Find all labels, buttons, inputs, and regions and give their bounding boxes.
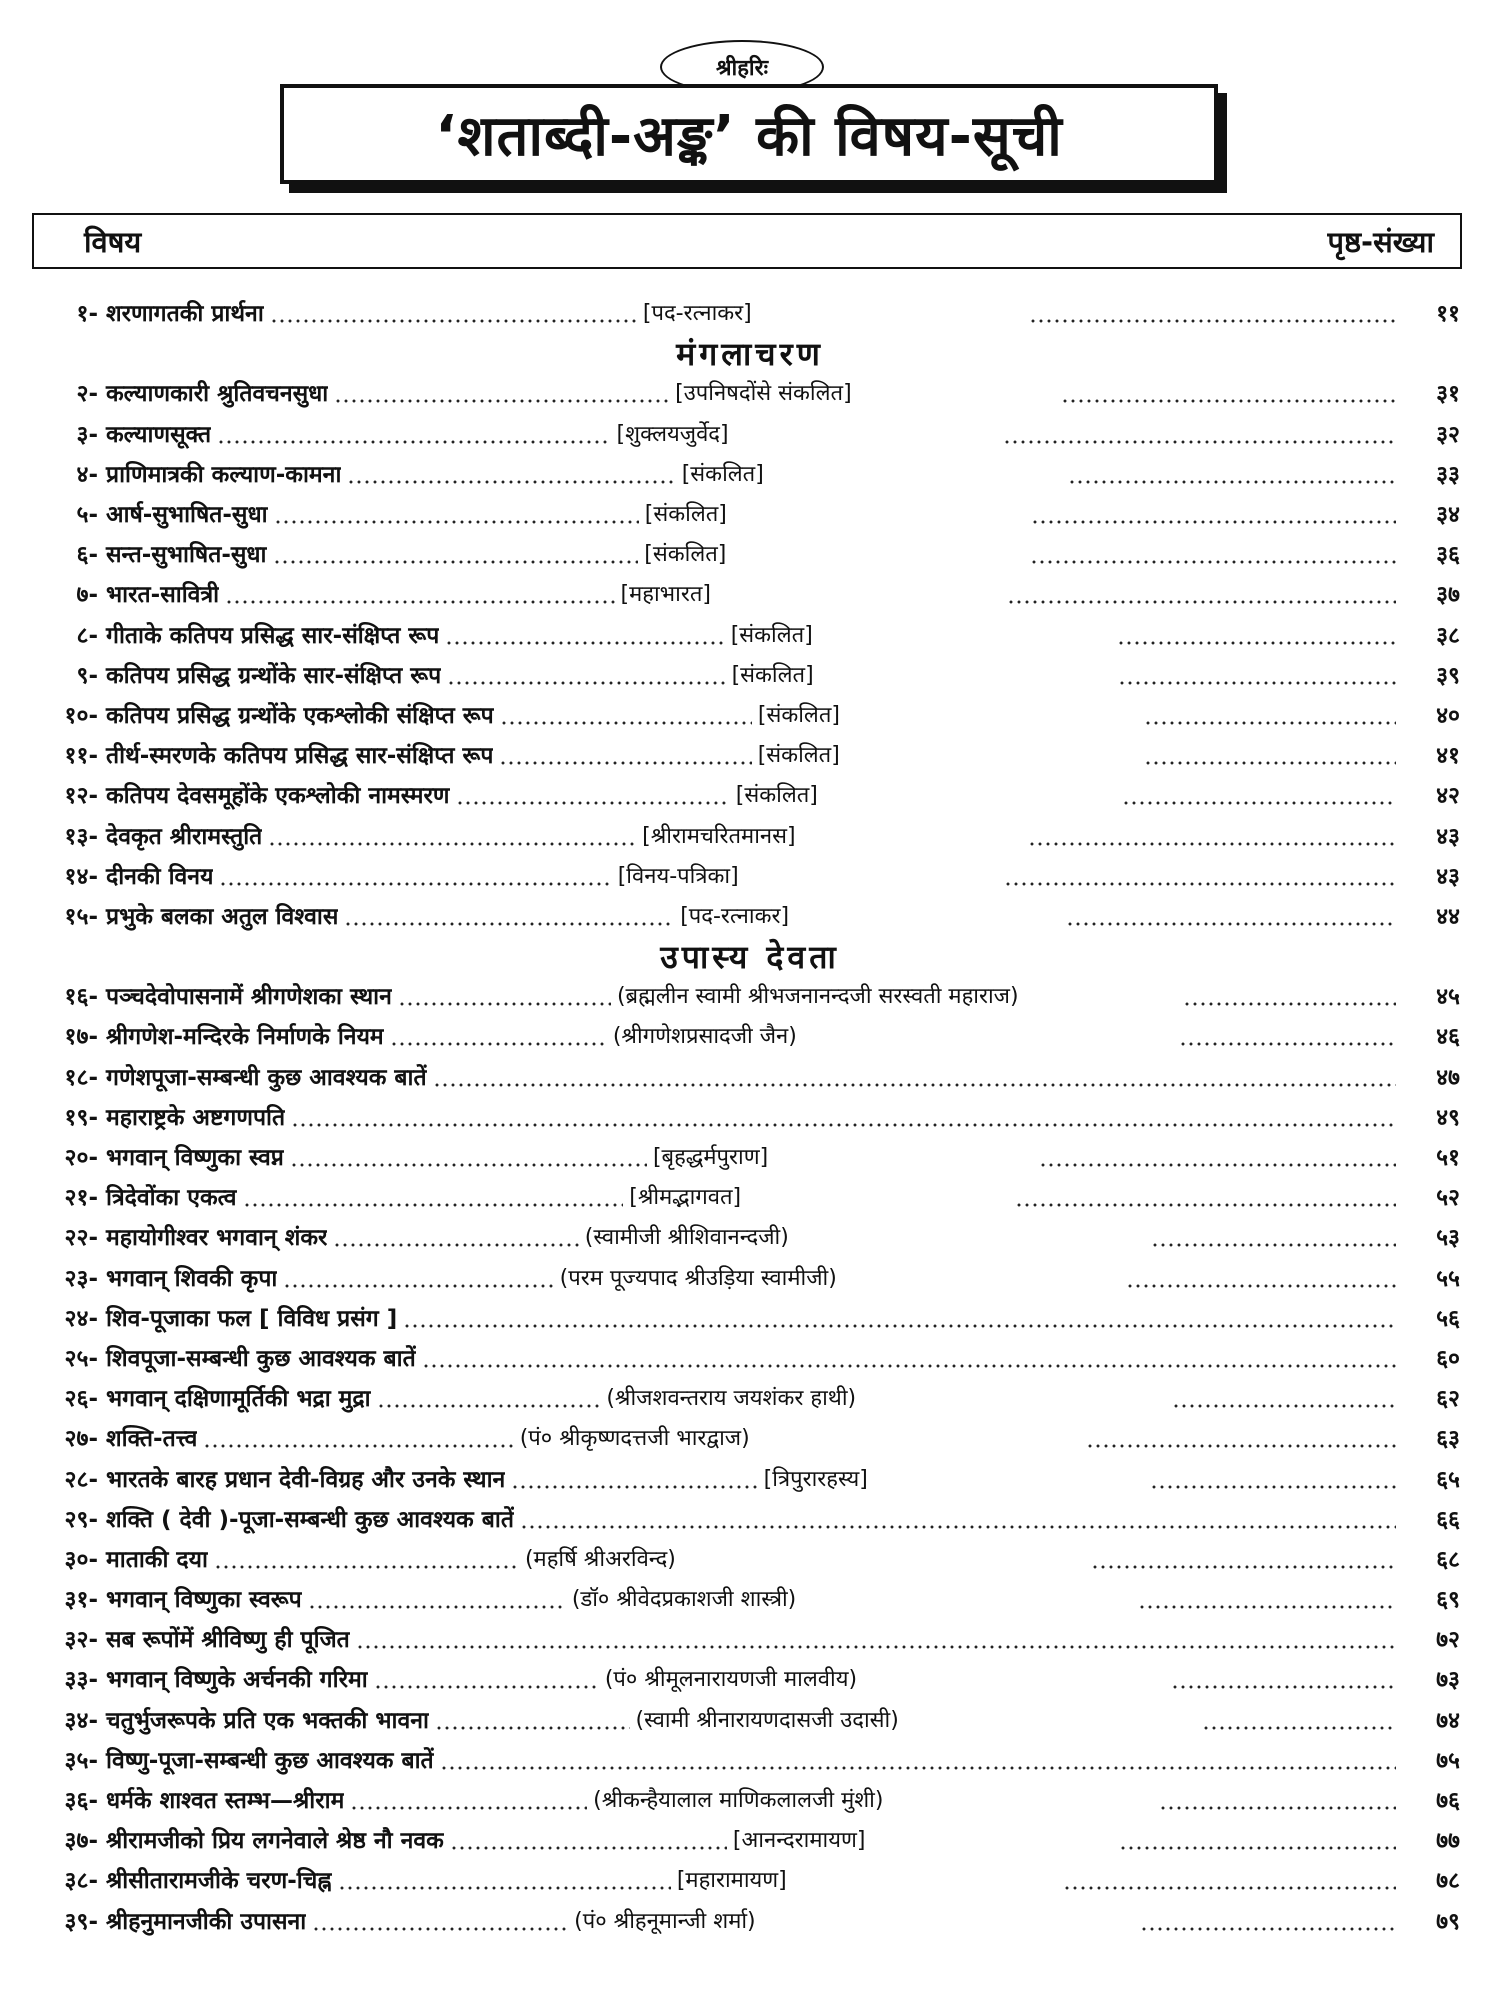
- leader-dots: [1028, 841, 1396, 847]
- leader-dots: [1126, 1283, 1396, 1289]
- toc-entry-source: (पं० श्रीहनूमान्जी शर्मा): [574, 1908, 756, 1934]
- toc-entry-number: २३-: [64, 1265, 98, 1292]
- toc-entry-page: ४९: [1436, 1104, 1460, 1131]
- toc-row[interactable]: [40, 1178, 1460, 1218]
- leader-dots: [1091, 1564, 1396, 1570]
- toc-entry-page: ४४: [1436, 903, 1461, 930]
- toc-entry-title: श्रीरामजीको प्रिय लगनेवाले श्रेष्ठ नौ नवक: [106, 1828, 444, 1855]
- toc-row[interactable]: [40, 374, 1460, 414]
- toc-entry-title: महाराष्ट्रके अष्टगणपति: [106, 1104, 286, 1131]
- toc-entry-number: १५-: [64, 903, 98, 930]
- toc-entry-source: [संकलित]: [681, 461, 764, 487]
- toc-entry-title: सन्त-सुभाषित-सुधा: [106, 542, 267, 569]
- toc-entry-source: (श्रीकन्हैयालाल माणिकलालजी मुंशी): [593, 1788, 884, 1814]
- toc-entry-title: कल्याणसूक्त: [106, 421, 212, 448]
- toc-entry-title: गीताके कतिपय प्रसिद्ध सार-संक्षिप्त रूप: [106, 622, 440, 649]
- toc-row[interactable]: [40, 897, 1460, 937]
- toc-entry-page: ४१: [1436, 743, 1460, 770]
- leader-dots: [450, 1845, 727, 1851]
- page-title-box: [280, 84, 1218, 184]
- toc-row[interactable]: [40, 1419, 1460, 1459]
- toc-row[interactable]: [40, 1580, 1460, 1620]
- leader-dots: [511, 1484, 757, 1490]
- toc-row[interactable]: [40, 1781, 1460, 1821]
- leader-dots: [1150, 1484, 1396, 1490]
- leader-dots: [1144, 760, 1396, 766]
- toc-entry-title: भगवान् शिवकी कृपा: [106, 1265, 278, 1292]
- toc-entry-number: ७-: [76, 582, 98, 609]
- toc-entry-page: ३१: [1436, 381, 1461, 408]
- toc-row[interactable]: [40, 1218, 1460, 1258]
- section-heading: उपास्य देवता: [660, 938, 840, 976]
- leader-dots: [433, 1082, 1396, 1088]
- toc-entry-page: ६८: [1436, 1546, 1461, 1573]
- toc-entry-number: १२-: [64, 783, 98, 810]
- leader-dots: [1172, 1403, 1396, 1409]
- toc-entry-number: १८-: [64, 1064, 98, 1091]
- toc-entry-title: देवकृत श्रीरामस्तुति: [106, 823, 263, 850]
- toc-entry-number: १९-: [64, 1104, 98, 1131]
- toc-row[interactable]: [40, 1741, 1460, 1781]
- toc-row[interactable]: [40, 1259, 1460, 1299]
- toc-entry-source: [पद-रत्नाकर]: [642, 301, 752, 327]
- toc-row[interactable]: [40, 1379, 1460, 1419]
- toc-entry-source: [आनन्दरामायण]: [732, 1828, 866, 1854]
- leader-dots: [1004, 881, 1396, 887]
- toc-entry-source: [संकलित]: [644, 502, 727, 528]
- leader-dots: [447, 680, 725, 686]
- leader-dots: [403, 1323, 1396, 1329]
- toc-entry-page: ५६: [1436, 1305, 1460, 1332]
- leader-dots: [350, 1805, 587, 1811]
- toc-entry-page: ३६: [1436, 542, 1460, 569]
- toc-entry-source: [बृहद्धर्मपुराण]: [652, 1145, 769, 1171]
- toc-entry-page: ५२: [1436, 1185, 1461, 1212]
- toc-entry-title: श्रीहनुमानजीकी उपासना: [106, 1908, 307, 1935]
- column-header-subject: विषय: [84, 224, 142, 259]
- toc-entry-title: कतिपय देवसमूहोंके एकश्लोकी नामस्मरण: [106, 783, 450, 810]
- toc-row[interactable]: [40, 616, 1460, 656]
- toc-entry-title: शरणागतकी प्रार्थना: [106, 301, 264, 328]
- toc-entry-page: ७३: [1436, 1667, 1460, 1694]
- leader-dots: [273, 559, 639, 565]
- toc-entry-number: ३८-: [64, 1868, 98, 1895]
- toc-entry-title: भारत-सावित्री: [106, 582, 220, 609]
- toc-entry-number: २५-: [64, 1345, 98, 1372]
- toc-entry-source: [श्रीमद्भागवत]: [629, 1185, 742, 1211]
- toc-row[interactable]: [40, 1861, 1460, 1901]
- toc-entry-number: ३४-: [64, 1707, 98, 1734]
- toc-row[interactable]: [40, 1299, 1460, 1339]
- toc-entry-source: (श्रीजशवन्तराय जयशंकर हाथी): [606, 1386, 857, 1412]
- toc-entry-title: तीर्थ-स्मरणके कतिपय प्रसिद्ध सार-संक्षिप्त रूप: [106, 743, 494, 770]
- leader-dots: [520, 1524, 1396, 1530]
- toc-entry-number: १०-: [64, 702, 98, 729]
- leader-dots: [1144, 720, 1396, 726]
- toc-entry-page: ५५: [1436, 1265, 1460, 1292]
- toc-row[interactable]: [40, 455, 1460, 495]
- toc-entry-page: ३९: [1436, 662, 1460, 689]
- toc-entry-number: २८-: [64, 1466, 98, 1493]
- leader-dots: [374, 1684, 599, 1690]
- toc-entry-page: ४५: [1436, 984, 1460, 1011]
- leader-dots: [390, 1041, 607, 1047]
- toc-entry-source: (पं० श्रीकृष्णदत्तजी भारद्वाज): [519, 1426, 750, 1452]
- toc-entry-title: दीनकी विनय: [106, 863, 214, 890]
- toc-row[interactable]: [40, 1017, 1460, 1057]
- toc-entry-source: (स्वामीजी श्रीशिवानन्दजी): [584, 1225, 789, 1251]
- toc-entry-title: महायोगीश्वर भगवान् शंकर: [106, 1225, 328, 1252]
- leader-dots: [217, 439, 610, 445]
- toc-entry-page: ७६: [1436, 1788, 1460, 1815]
- toc-entry-number: १७-: [64, 1024, 98, 1051]
- leader-dots: [1183, 1001, 1396, 1007]
- toc-entry-number: १-: [76, 301, 98, 328]
- leader-dots: [308, 1604, 566, 1610]
- toc-entry-source: [श्रीरामचरितमानस]: [642, 823, 796, 849]
- toc-entry-title: धर्मके शाश्वत स्तम्भ—श्रीराम: [106, 1788, 345, 1815]
- leader-dots: [344, 921, 674, 927]
- leader-dots: [1118, 680, 1396, 686]
- leader-dots: [377, 1403, 601, 1409]
- toc-row[interactable]: [40, 1902, 1460, 1942]
- toc-entry-number: ३२-: [64, 1627, 98, 1654]
- table-of-contents: [40, 294, 1460, 1942]
- toc-row[interactable]: [40, 294, 1460, 334]
- toc-entry-title: माताकी दया: [106, 1546, 208, 1573]
- leader-dots: [1151, 1242, 1396, 1248]
- toc-entry-source: [महारामायण]: [676, 1868, 787, 1894]
- toc-entry-title: शक्ति ( देवी )-पूजा-सम्बन्धी कुछ आवश्यक बातें: [106, 1506, 514, 1533]
- page-title: ‘शताब्दी-अङ्क’ की विषय-सूची: [435, 104, 1063, 169]
- toc-entry-title: आर्ष-सुभाषित-सुधा: [106, 502, 268, 529]
- leader-dots: [1031, 519, 1396, 525]
- toc-entry-title: शिवपूजा-सम्बन्धी कुछ आवश्यक बातें: [106, 1345, 416, 1372]
- toc-entry-number: ४-: [76, 461, 98, 488]
- toc-entry-number: ३५-: [64, 1747, 98, 1774]
- toc-entry-page: ७२: [1436, 1627, 1460, 1654]
- toc-entry-page: ६५: [1436, 1466, 1461, 1493]
- toc-entry-page: ६६: [1436, 1506, 1460, 1533]
- leader-dots: [1061, 398, 1396, 404]
- toc-row[interactable]: [40, 776, 1460, 816]
- toc-entry-number: ३-: [76, 421, 98, 448]
- toc-entry-title: प्रभुके बलका अतुल विश्वास: [106, 903, 339, 930]
- toc-entry-page: ४६: [1436, 1024, 1461, 1051]
- toc-row[interactable]: [40, 1138, 1460, 1178]
- toc-entry-page: ७७: [1436, 1828, 1460, 1855]
- toc-entry-source: (ब्रह्मलीन स्वामी श्रीभजनानन्दजी सरस्वती महाराज): [616, 984, 1019, 1010]
- toc-entry-number: १४-: [64, 863, 98, 890]
- leader-dots: [214, 1564, 519, 1570]
- toc-entry-source: [महाभारत]: [620, 582, 711, 608]
- toc-entry-page: ६२: [1436, 1386, 1461, 1413]
- toc-row[interactable]: [40, 736, 1460, 776]
- toc-entry-source: [संकलित]: [644, 542, 727, 568]
- toc-entry-title: भगवान् विष्णुका स्वप्न: [106, 1145, 284, 1172]
- leader-dots: [347, 479, 675, 485]
- toc-row[interactable]: [40, 1339, 1460, 1379]
- leader-dots: [243, 1202, 624, 1208]
- toc-entry-title: भगवान् दक्षिणामूर्तिकी भद्रा मुद्रा: [106, 1386, 371, 1413]
- leader-dots: [1171, 1684, 1396, 1690]
- toc-entry-source: (महर्षि श्रीअरविन्द): [524, 1546, 676, 1572]
- toc-entry-page: ३७: [1436, 582, 1460, 609]
- toc-entry-number: ५-: [76, 502, 98, 529]
- leader-dots: [500, 720, 752, 726]
- toc-entry-number: २१-: [64, 1185, 98, 1212]
- leader-dots: [333, 1242, 578, 1248]
- leader-dots: [225, 599, 614, 605]
- toc-entry-title: भगवान् विष्णुका स्वरूप: [106, 1587, 302, 1614]
- toc-entry-title: श्रीगणेश-मन्दिरके निर्माणके नियम: [106, 1024, 384, 1051]
- toc-entry-title: कतिपय प्रसिद्ध ग्रन्थोंके सार-संक्षिप्त रूप: [106, 662, 442, 689]
- toc-row[interactable]: [40, 1620, 1460, 1660]
- toc-row[interactable]: [40, 977, 1460, 1017]
- toc-row[interactable]: [40, 1058, 1460, 1098]
- toc-row[interactable]: [40, 1459, 1460, 1499]
- leader-dots: [1015, 1202, 1396, 1208]
- leader-dots: [1159, 1805, 1396, 1811]
- toc-entry-page: ४३: [1436, 823, 1461, 850]
- leader-dots: [356, 1644, 1396, 1650]
- leader-dots: [1066, 921, 1396, 927]
- leader-dots: [398, 1001, 611, 1007]
- toc-entry-number: २६-: [64, 1386, 98, 1413]
- toc-entry-number: ९-: [76, 662, 98, 689]
- toc-entry-title: भारतके बारह प्रधान देवी-विग्रह और उनके स्थान: [106, 1466, 506, 1493]
- toc-entry-page: ११: [1436, 301, 1461, 328]
- toc-entry-title: श्रीसीतारामजीके चरण-चिह्न: [106, 1868, 332, 1895]
- toc-entry-title: विष्णु-पूजा-सम्बन्धी कुछ आवश्यक बातें: [106, 1747, 434, 1774]
- toc-entry-title: कतिपय प्रसिद्ध ग्रन्थोंके एकश्लोकी संक्षिप्त रूप: [106, 702, 494, 729]
- toc-entry-number: ३६-: [64, 1788, 98, 1815]
- toc-entry-page: ७८: [1436, 1868, 1460, 1895]
- leader-dots: [268, 841, 636, 847]
- toc-row[interactable]: [40, 857, 1460, 897]
- toc-entry-title: त्रिदेवोंका एकत्व: [106, 1185, 237, 1212]
- toc-row[interactable]: [40, 1098, 1460, 1138]
- leader-dots: [219, 881, 611, 887]
- leader-dots: [274, 519, 639, 525]
- toc-entry-source: [उपनिषदोंसे संकलित]: [675, 381, 852, 407]
- leader-dots: [499, 760, 751, 766]
- toc-entry-page: ४०: [1436, 702, 1461, 729]
- toc-entry-number: २९-: [64, 1506, 98, 1533]
- leader-dots: [312, 1926, 568, 1932]
- toc-entry-number: ३०-: [64, 1546, 98, 1573]
- toc-row[interactable]: [40, 656, 1460, 696]
- leader-dots: [1086, 1443, 1396, 1449]
- leader-dots: [1202, 1725, 1397, 1731]
- toc-entry-source: (स्वामी श्रीनारायणदासजी उदासी): [635, 1707, 899, 1733]
- leader-dots: [1140, 1926, 1396, 1932]
- toc-entry-number: ११-: [64, 743, 98, 770]
- leader-dots: [1068, 479, 1396, 485]
- toc-row[interactable]: [40, 1701, 1460, 1741]
- leader-dots: [1039, 1162, 1396, 1168]
- toc-row[interactable]: [40, 415, 1460, 455]
- toc-entry-page: ४३: [1436, 863, 1461, 890]
- toc-entry-source: (पं० श्रीमूलनारायणजी मालवीय): [604, 1667, 858, 1693]
- toc-entry-page: ४२: [1436, 783, 1461, 810]
- toc-entry-page: ७४: [1436, 1707, 1461, 1734]
- toc-entry-number: ३७-: [64, 1828, 98, 1855]
- toc-entry-number: २०-: [64, 1145, 98, 1172]
- column-header-bar: [32, 213, 1462, 269]
- toc-row[interactable]: [40, 535, 1460, 575]
- toc-entry-title: गणेशपूजा-सम्बन्धी कुछ आवश्यक बातें: [106, 1064, 427, 1091]
- toc-row[interactable]: [40, 575, 1460, 615]
- toc-entry-source: [संकलित]: [735, 783, 818, 809]
- toc-entry-page: ५३: [1436, 1225, 1461, 1252]
- toc-entry-page: ६०: [1436, 1345, 1460, 1372]
- toc-entry-number: २४-: [64, 1305, 98, 1332]
- toc-entry-source: (श्रीगणेशप्रसादजी जैन): [612, 1024, 797, 1050]
- leader-dots: [1003, 439, 1396, 445]
- toc-entry-title: प्राणिमात्रकी कल्याण-कामना: [106, 461, 342, 488]
- toc-entry-source: [त्रिपुरारहस्य]: [763, 1466, 868, 1492]
- toc-entry-number: २२-: [64, 1225, 98, 1252]
- toc-row[interactable]: [40, 1660, 1460, 1700]
- toc-row[interactable]: [40, 696, 1460, 736]
- toc-entry-number: ३९-: [64, 1908, 98, 1935]
- toc-entry-number: ३१-: [64, 1587, 98, 1614]
- leader-dots: [456, 800, 730, 806]
- toc-row[interactable]: [40, 495, 1460, 535]
- toc-row[interactable]: [40, 1500, 1460, 1540]
- leader-dots: [422, 1363, 1396, 1369]
- toc-entry-page: ३३: [1436, 461, 1461, 488]
- toc-entry-source: [शुक्लयजुर्वेद]: [616, 421, 729, 447]
- toc-entry-page: ५१: [1436, 1145, 1460, 1172]
- toc-row[interactable]: [40, 1821, 1460, 1861]
- toc-entry-page: ४७: [1436, 1064, 1460, 1091]
- leader-dots: [1007, 599, 1396, 605]
- toc-entry-title: कल्याणकारी श्रुतिवचनसुधा: [106, 381, 329, 408]
- toc-entry-number: ३३-: [64, 1667, 98, 1694]
- leader-dots: [1122, 800, 1396, 806]
- leader-dots: [291, 1122, 1396, 1128]
- toc-entry-title: पञ्चदेवोपासनामें श्रीगणेशका स्थान: [106, 984, 392, 1011]
- leader-dots: [435, 1725, 630, 1731]
- leader-dots: [1117, 640, 1396, 646]
- toc-entry-source: [संकलित]: [731, 662, 814, 688]
- toc-entry-title: चतुर्भुजरूपके प्रति एक भक्तकी भावना: [106, 1707, 429, 1734]
- toc-entry-page: ६३: [1436, 1426, 1461, 1453]
- leader-dots: [334, 398, 669, 404]
- toc-entry-page: ७५: [1436, 1747, 1460, 1774]
- leader-dots: [283, 1283, 553, 1289]
- toc-entry-number: ६-: [76, 542, 98, 569]
- toc-entry-source: (परम पूज्यपाद श्रीउड़िया स्वामीजी): [559, 1265, 837, 1291]
- section-heading: मंगलाचरण: [676, 335, 824, 374]
- leader-dots: [1179, 1041, 1396, 1047]
- leader-dots: [1029, 318, 1396, 324]
- toc-entry-number: १३-: [64, 823, 98, 850]
- leader-dots: [440, 1765, 1396, 1771]
- toc-entry-title: भगवान् विष्णुके अर्चनकी गरिमा: [106, 1667, 368, 1694]
- toc-entry-number: २७-: [64, 1426, 98, 1453]
- toc-entry-source: [संकलित]: [757, 743, 840, 769]
- toc-entry-page: ३८: [1436, 622, 1461, 649]
- toc-entry-title: शक्ति-तत्त्व: [106, 1426, 198, 1453]
- toc-entry-source: (डॉ० श्रीवेदप्रकाशजी शास्त्री): [571, 1587, 797, 1613]
- toc-row[interactable]: [40, 1540, 1460, 1580]
- toc-entry-source: [पद-रत्नाकर]: [680, 903, 790, 929]
- leader-dots: [1119, 1845, 1396, 1851]
- toc-entry-page: ३२: [1436, 421, 1460, 448]
- leader-dots: [270, 318, 637, 324]
- toc-entry-title: शिव-पूजाका फल [ विविध प्रसंग ]: [106, 1305, 398, 1332]
- leader-dots: [445, 640, 724, 646]
- leader-dots: [203, 1443, 513, 1449]
- toc-entry-title: सब रूपोंमें श्रीविष्णु ही पूजित: [106, 1627, 350, 1654]
- leader-dots: [290, 1162, 647, 1168]
- toc-entry-page: ७९: [1436, 1908, 1460, 1935]
- toc-row[interactable]: [40, 816, 1460, 856]
- leader-dots: [1063, 1885, 1396, 1891]
- leader-dots: [1030, 559, 1396, 565]
- toc-entry-page: ६९: [1436, 1587, 1460, 1614]
- toc-entry-source: [विनय-पत्रिका]: [617, 863, 739, 889]
- invocation-text: श्रीहरिः: [715, 56, 769, 81]
- leader-dots: [1138, 1604, 1396, 1610]
- toc-entry-number: २-: [76, 381, 98, 408]
- toc-entry-source: [संकलित]: [730, 622, 813, 648]
- toc-entry-number: १६-: [64, 984, 98, 1011]
- column-header-page: पृष्ठ-संख्या: [1327, 224, 1434, 259]
- toc-entry-source: [संकलित]: [757, 702, 840, 728]
- leader-dots: [338, 1885, 671, 1891]
- toc-entry-page: ३४: [1436, 502, 1461, 529]
- toc-entry-number: ८-: [76, 622, 98, 649]
